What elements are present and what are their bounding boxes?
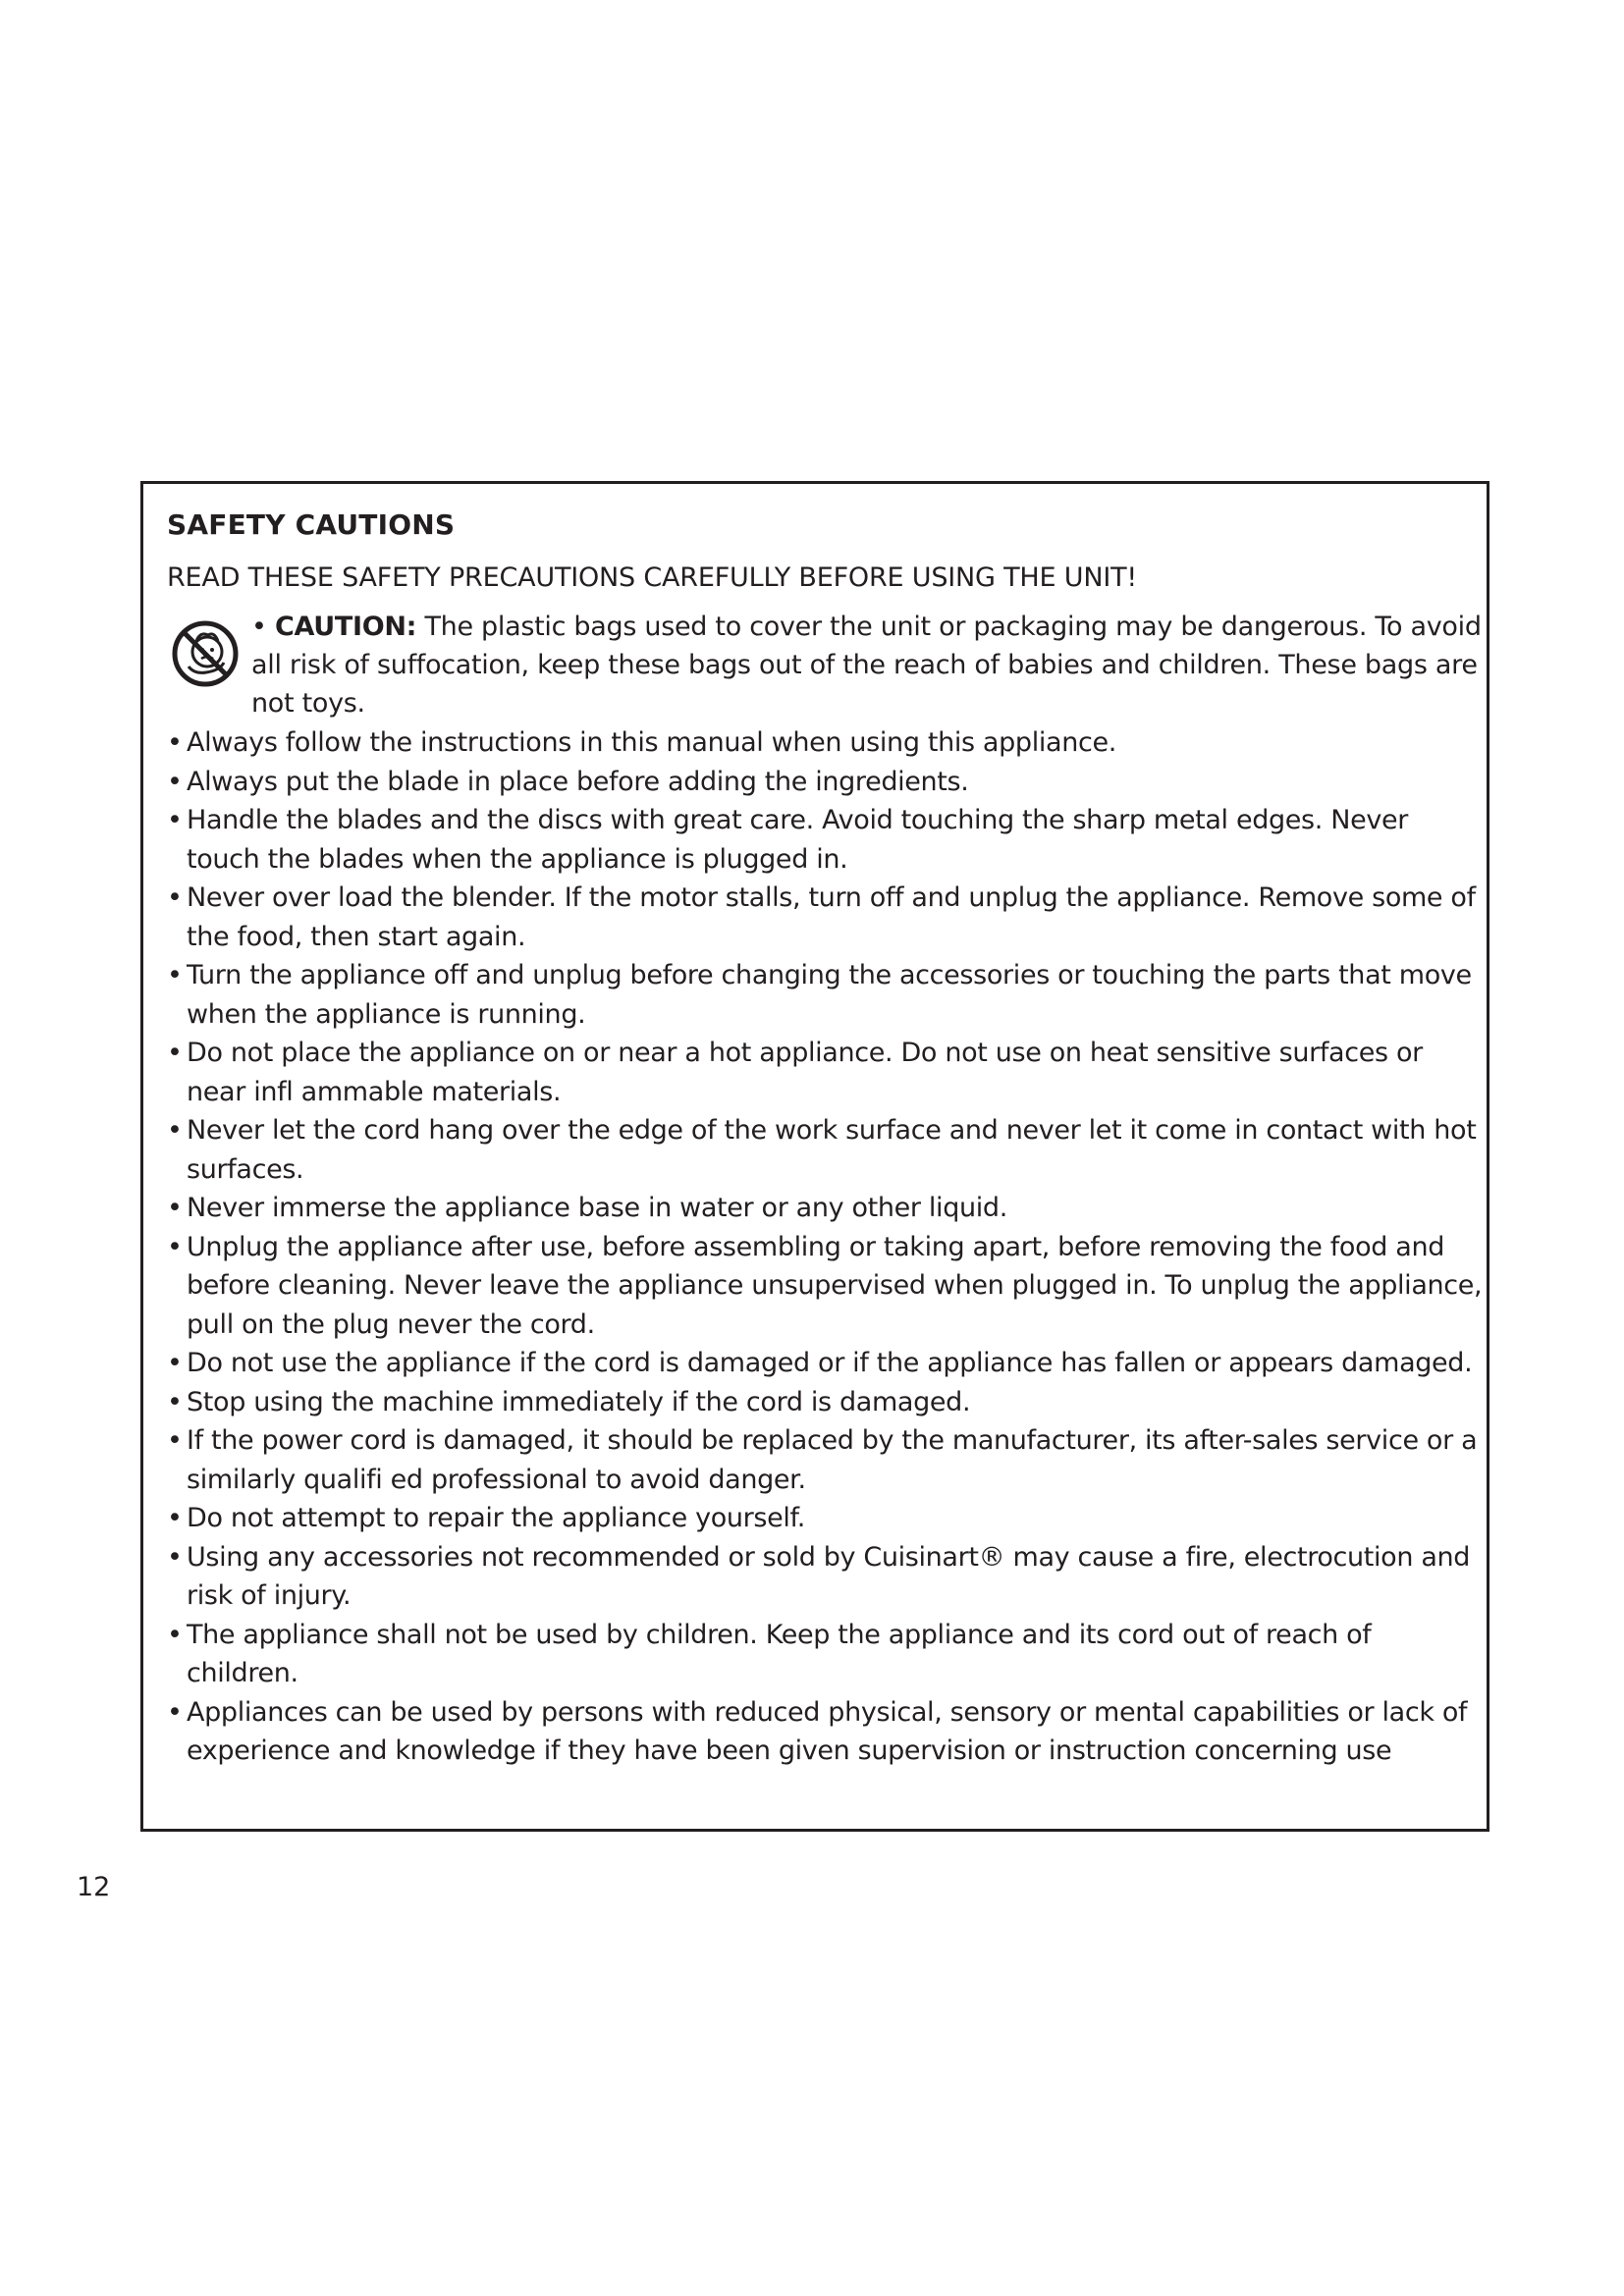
list-item: • Using any accessories not recommended or sold by Cuisinart® may cause a fire, electrocution and risk of injury. bbox=[167, 1538, 1485, 1616]
list-item: • Turn the appliance off and unplug before changing the accessories or touching the parts that move when the appliance is running. bbox=[167, 956, 1485, 1034]
section-heading: SAFETY CAUTIONS bbox=[167, 508, 456, 541]
list-item: • Always put the blade in place before adding the ingredients. bbox=[167, 763, 1485, 802]
list-item: • Unplug the appliance after use, before assembling or taking apart, before removing the food and before cleaning. Never leave the appliance unsupervised when plugged in. To unplug the appliance, pull on the plug never the cord. bbox=[167, 1228, 1485, 1345]
list-item: • Do not use the appliance if the cord is damaged or if the appliance has fallen or appears damaged. bbox=[167, 1344, 1485, 1383]
list-item: • Always follow the instructions in this manual when using this appliance. bbox=[167, 723, 1485, 763]
no-children-plastic-bag-warning-icon bbox=[171, 619, 240, 688]
list-item: • Appliances can be used by persons with reduced physical, sensory or mental capabilities or lack of experience and knowledge if they have been given supervision or instruction concerning use bbox=[167, 1693, 1485, 1771]
safety-cautions-box bbox=[140, 481, 1489, 1832]
section-subheading: READ THESE SAFETY PRECAUTIONS CAREFULLY BEFORE USING THE UNIT! bbox=[167, 562, 1137, 593]
caution-paragraph bbox=[251, 608, 1483, 722]
safety-list bbox=[167, 723, 1485, 1771]
list-item: • If the power cord is damaged, it should be replaced by the manufacturer, its after-sales service or a similarly qualifi ed professional to avoid danger. bbox=[167, 1421, 1485, 1499]
list-item: • Do not place the appliance on or near a hot appliance. Do not use on heat sensitive surfaces or near infl ammable materials. bbox=[167, 1034, 1485, 1111]
list-item: • Do not attempt to repair the appliance yourself. bbox=[167, 1499, 1485, 1538]
caution-bullet: • bbox=[251, 612, 267, 642]
list-item: • Handle the blades and the discs with great care. Avoid touching the sharp metal edges. Never touch the blades when the appliance is plugged in. bbox=[167, 801, 1485, 879]
caution-text: The plastic bags used to cover the unit or packaging may be dangerous. To avoid all risk of suffocation, keep these bags out of the reach of babies and children. These bags are not toys. bbox=[251, 612, 1482, 719]
list-item: • The appliance shall not be used by children. Keep the appliance and its cord out of reach of children. bbox=[167, 1616, 1485, 1693]
list-item: • Stop using the machine immediately if the cord is damaged. bbox=[167, 1383, 1485, 1422]
caution-label: CAUTION: bbox=[274, 612, 417, 642]
page-number: 12 bbox=[77, 1872, 111, 1902]
list-item: • Never immerse the appliance base in water or any other liquid. bbox=[167, 1189, 1485, 1228]
list-item: • Never let the cord hang over the edge of the work surface and never let it come in contact with hot surfaces. bbox=[167, 1111, 1485, 1189]
list-item: • Never over load the blender. If the motor stalls, turn off and unplug the appliance. Remove some of the food, then start again. bbox=[167, 879, 1485, 956]
